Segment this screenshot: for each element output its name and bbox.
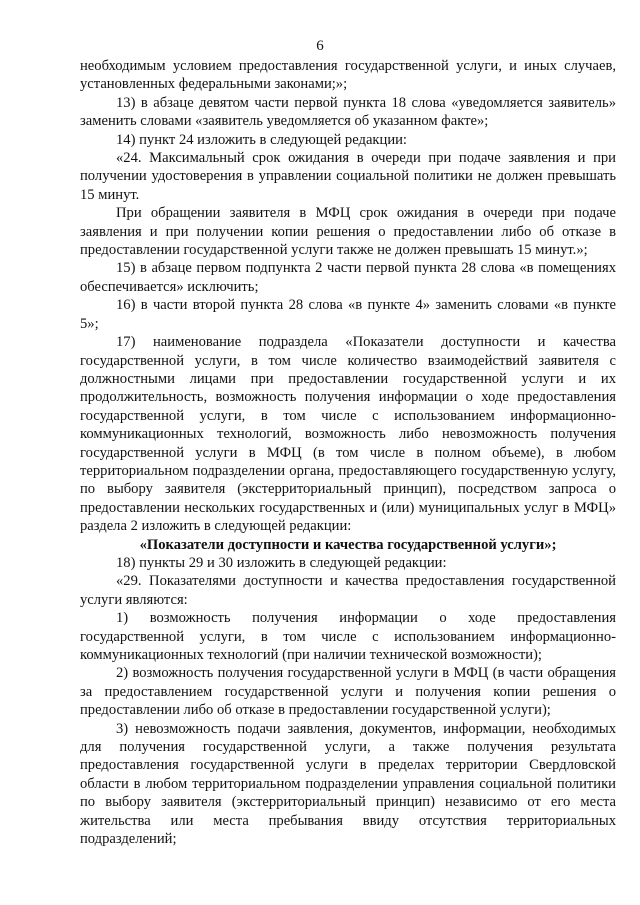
paragraph-indicator-3: 3) невозможность подачи заявления, документов, информации, необходимых для получения государственной услуги, а также получения результата предоставления государственной услуги в пределах территории Свердловской области в любом территориальном подразделении управления социальной политики по выбору заявителя (экстерриториальный принцип) независимо от его места жительства или места пребывания ввиду отсутствия территориальных подразделений; bbox=[80, 720, 616, 848]
paragraph-continuation: необходимым условием предоставления государственной услуги, и иных случаев, установленных федеральными законами;»; bbox=[80, 58, 616, 93]
document-body bbox=[80, 57, 616, 848]
paragraph-point-24: «24. Максимальный срок ожидания в очереди при подаче заявления и при получении удостоверения в управлении социальной политики не должен превышать 15 минут. bbox=[80, 150, 616, 203]
paragraph-item-14: 14) пункт 24 изложить в следующей редакции: bbox=[116, 131, 407, 148]
paragraph-point-29: «29. Показателями доступности и качества предоставления государственной услуги являются: bbox=[80, 573, 616, 608]
paragraph-item-17: 17) наименование подраздела «Показатели доступности и качества государственной услуги, в том числе количество взаимодействий заявителя с должностными лицами при предоставлении государственной услуги и их продолжительность, возможность получения информации о ходе предоставления государственной услуги, в том числе с использованием информационно-коммуникационных технологий, возможность либо невозможность получения государственной услуги в МФЦ (в том числе в полном объеме), в любом территориальном подразделении органа, предоставляющего государственную услугу, по выбору заявителя (экстерриториальный принцип), посредством запроса о предоставлении нескольких государственных и (или) муниципальных услуг в МФЦ» раздела 2 изложить в следующей редакции: bbox=[80, 334, 616, 535]
paragraph-item-15: 15) в абзаце первом подпункта 2 части первой пункта 28 слова «в помещениях обеспечивается» исключить; bbox=[80, 260, 616, 295]
paragraph-mfc-waiting: При обращении заявителя в МФЦ срок ожидания в очереди при подаче заявления и при получении копии решения о предоставлении либо об отказе в предоставлении государственной услуги также не должен превышать 15 минут.»; bbox=[80, 205, 616, 259]
paragraph-item-18: 18) пункты 29 и 30 изложить в следующей редакции: bbox=[116, 554, 447, 571]
paragraph-item-13: 13) в абзаце девятом части первой пункта 18 слова «уведомляется заявитель» заменить словами «заявитель уведомляется об указанном факте»; bbox=[80, 94, 616, 130]
page-number: 6 bbox=[316, 38, 324, 54]
paragraph-item-16: 16) в части второй пункта 28 слова «в пункте 4» заменить словами «в пункте 5»; bbox=[80, 297, 616, 332]
paragraph-indicator-1: 1) возможность получения информации о ходе предоставления государственной услуги, в том числе с использованием информационно-коммуникационных технологий (при наличии технической возможности); bbox=[80, 610, 616, 663]
paragraph-indicator-2: 2) возможность получения государственной услуги в МФЦ (в части обращения за предоставлением государственной услуги и получения копии решения о предоставлении либо об отказе в предоставлении государственной услуги); bbox=[80, 665, 616, 719]
subsection-heading: «Показатели доступности и качества государственной услуги»; bbox=[139, 536, 557, 553]
